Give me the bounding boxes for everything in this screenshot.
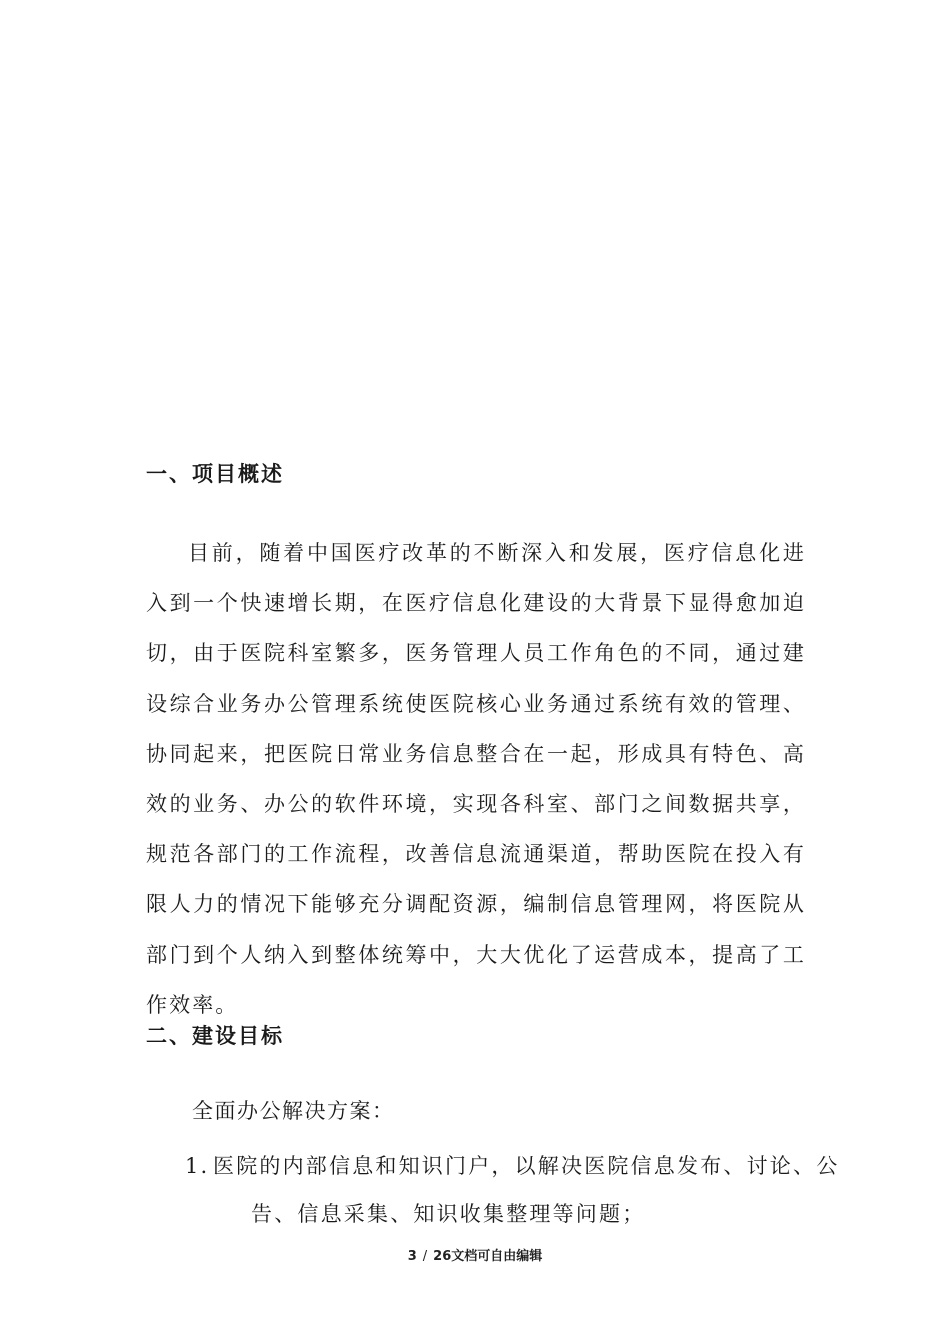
list-item-text-line: 医院的内部信息和知识门户，以解决医院信息发布、讨论、公 <box>213 1154 840 1178</box>
footer-page-total: 26 <box>433 1249 452 1264</box>
footer-separator: / <box>422 1249 428 1264</box>
section-heading-overview: 一、项目概述 <box>146 462 284 486</box>
section-heading-goals: 二、建设目标 <box>146 1024 284 1048</box>
page-footer <box>0 1245 950 1264</box>
list-item-text-line: 告、信息采集、知识收集整理等问题； <box>251 1202 646 1226</box>
overview-paragraph: 目前，随着中国医疗改革的不断深入和发展，医疗信息化进入到一个快速增长期，在医疗信息化建设的大背景下显得愈加迫切，由于医院科室繁多，医务管理人员工作角色的不同，通过建设综合业务办公管理系统使医院核心业务通过系统有效的管理、协同起来，把医院日常业务信息整合在一起，形成具有特色、高效的业务、办公的软件环境，实现各科室、部门之间数据共享，规范各部门的工作流程，改善信息流通渠道，帮助医院在投入有限人力的情况下能够充分调配资源，编制信息管理网，将医院从部门到个人纳入到整体统筹中，大大优化了运营成本，提高了工作效率。 <box>146 541 806 1017</box>
goals-intro: 全面办公解决方案： <box>192 1099 395 1123</box>
footer-note: 文档可自由编辑 <box>451 1249 543 1264</box>
list-item-number: 1. <box>185 1154 210 1178</box>
footer-page-number: 3 <box>407 1249 417 1264</box>
